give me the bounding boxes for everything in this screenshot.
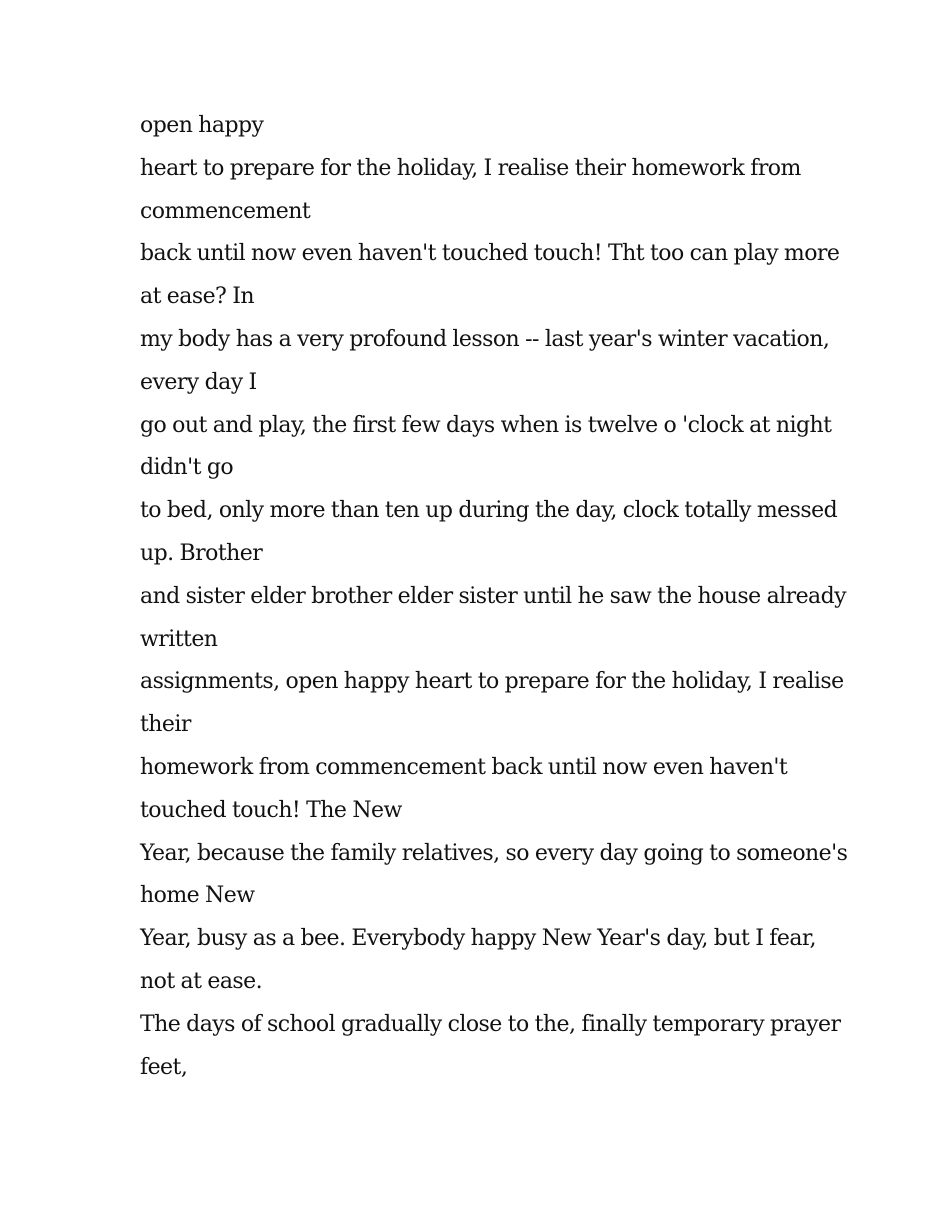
text-line: their — [140, 712, 191, 738]
text-line: to bed, only more than ten up during the day, clock totally messed — [140, 498, 838, 524]
text-line: homework from commencement back until now even haven't — [140, 754, 788, 780]
text-line: open happy — [140, 113, 264, 138]
text-line: up. Brother — [140, 540, 263, 566]
text-line: written — [140, 626, 218, 652]
text-line: not at ease. — [140, 968, 263, 994]
text-line: at ease? In — [140, 284, 254, 310]
text-line: The days of school gradually close to the, finally temporary prayer — [140, 1011, 841, 1037]
body-text — [140, 105, 848, 1089]
text-line: go out and play, the first few days when is twelve o 'clock at night — [140, 412, 832, 438]
text-line: commencement — [140, 198, 311, 224]
text-line: Year, because the family relatives, so every day going to someone's — [140, 840, 848, 866]
text-line: didn't go — [140, 455, 234, 481]
text-line: back until now even haven't touched touch! Tht too can play more — [140, 241, 840, 267]
text-line: and sister elder brother elder sister until he saw the house already — [140, 583, 847, 609]
text-line: touched touch! The New — [140, 797, 402, 823]
text-line: assignments, open happy heart to prepare for the holiday, I realise — [140, 669, 844, 695]
text-line: my body has a very profound lesson -- last year's winter vacation, — [140, 326, 830, 352]
text-line: Year, busy as a bee. Everybody happy New Year's day, but I fear, — [140, 926, 816, 952]
text-line: heart to prepare for the holiday, I realise their homework from — [140, 155, 801, 181]
text-line: feet, — [140, 1054, 188, 1080]
text-line: home New — [140, 883, 255, 909]
text-line: every day I — [140, 369, 257, 395]
